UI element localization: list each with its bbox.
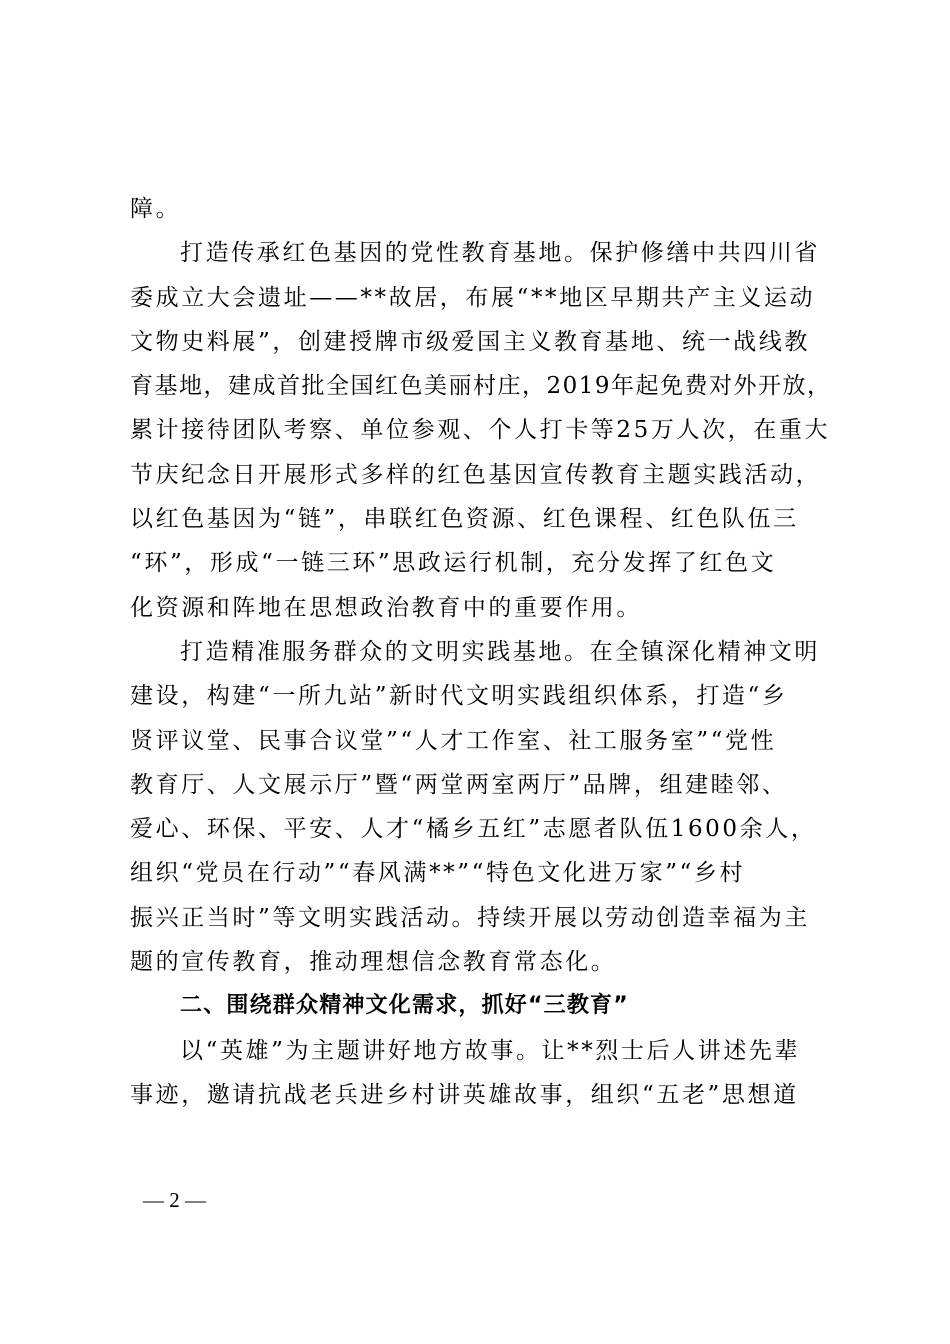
text-line: 育基地，建成首批全国红色美丽村庄，2019年起免费对外开放， [130, 373, 832, 400]
paragraph-start-line: 以“英雄”为主题讲好地方故事。让**烈士后人讲述先辈 [180, 1037, 801, 1064]
text-line: 爱心、环保、平安、人才“橘乡五红”志愿者队伍1600余人， [130, 816, 817, 843]
paragraph-start-line: 打造传承红色基因的党性教育基地。保护修缮中共四川省 [180, 240, 820, 267]
text-line: 节庆纪念日开展形式多样的红色基因宣传教育主题实践活动， [130, 461, 822, 488]
text-line: 累计接待团队考察、单位参观、个人打卡等25万人次，在重大 [130, 417, 831, 444]
text-line: 文物史料展”，创建授牌市级爱国主义教育基地、统一战线教 [130, 328, 810, 355]
page-number: — 2 — [143, 1188, 206, 1212]
text-line: 组织“党员在行动”“春风满**”“特色文化进万家”“乡村 [130, 860, 746, 887]
section-heading: 二、围绕群众精神文化需求，抓好“三教育” [180, 993, 629, 1019]
text-line: 建设，构建“一所九站”新时代文明实践组织体系，打造“乡 [130, 683, 788, 710]
paragraph-start-line: 打造精准服务群众的文明实践基地。在全镇深化精神文明 [180, 638, 820, 665]
text-line: 题的宣传教育，推动理想信念教育常态化。 [130, 949, 617, 976]
document-body [130, 187, 830, 1117]
text-line: 以红色基因为“链”，串联红色资源、红色课程、红色队伍三 [130, 506, 799, 533]
text-line: 贤评议堂、民事合议堂”“人才工作室、社工服务室”“党性 [130, 727, 777, 754]
text-line: 障。 [130, 196, 182, 222]
text-line: 事迹，邀请抗战老兵进乡村讲英雄故事，组织“五老”思想道 [130, 1081, 799, 1108]
text-line: 振兴正当时”等文明实践活动。持续开展以劳动创造幸福为主 [130, 904, 810, 931]
text-line: “环”，形成“一链三环”思政运行机制，充分发挥了红色文 [130, 550, 777, 577]
text-line: 化资源和阵地在思想政治教育中的重要作用。 [130, 594, 642, 621]
text-line: 委成立大会遗址——**故居，布展“**地区早期共产主义运动 [130, 284, 816, 311]
text-line: 教育厅、人文展示厅”暨“两堂两室两厅”品牌，组建睦邻、 [130, 771, 788, 798]
